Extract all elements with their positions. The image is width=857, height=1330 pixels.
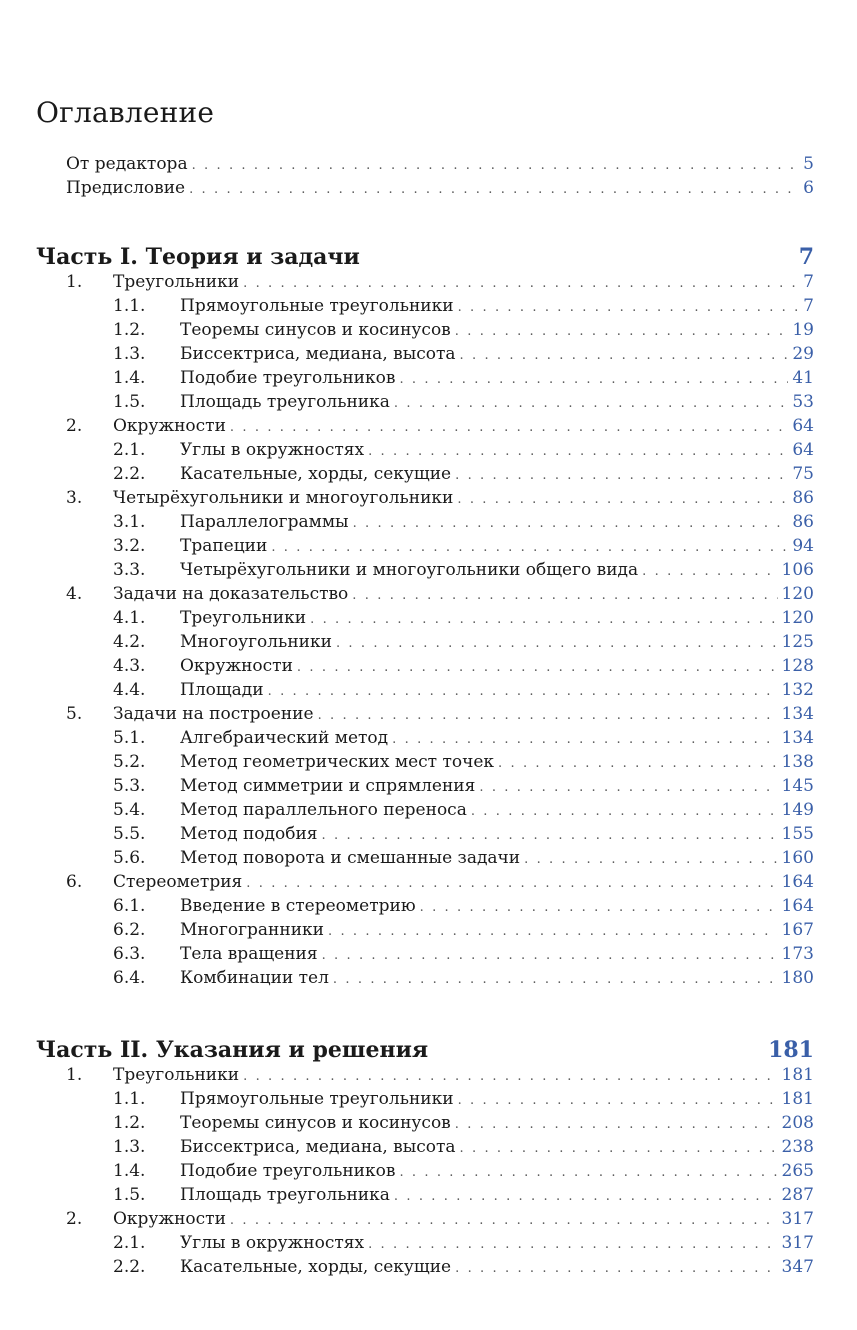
entry-leader xyxy=(180,630,814,656)
entry-title: Окружности xyxy=(113,414,230,438)
entry-title: Четырёхугольники и многоугольники xyxy=(113,486,457,510)
section-entry[interactable] xyxy=(0,534,857,558)
chapter-entry[interactable] xyxy=(0,486,857,510)
section-entry[interactable] xyxy=(0,1183,857,1207)
entry-leader xyxy=(113,414,814,440)
page-number-link[interactable]: 265 xyxy=(778,1159,814,1183)
entry-leader xyxy=(113,1207,814,1233)
entry-number: 4. xyxy=(66,584,83,604)
page-number-link[interactable]: 120 xyxy=(778,606,814,630)
entry-title: Углы в окружностях xyxy=(180,438,368,462)
entry-number: 6.2. xyxy=(113,920,146,940)
entry-leader xyxy=(180,294,814,320)
page-number-link[interactable]: 132 xyxy=(778,678,814,702)
entry-title: Углы в окружностях xyxy=(180,1231,368,1255)
entry-title: Трапеции xyxy=(180,534,271,558)
entry-leader xyxy=(180,1231,814,1257)
section-entry[interactable] xyxy=(0,1255,857,1279)
entry-number: 6.1. xyxy=(113,896,146,916)
page-number-link[interactable]: 160 xyxy=(778,846,814,870)
dot-leader xyxy=(230,1209,814,1233)
entry-number: 4.2. xyxy=(113,632,146,652)
entry-title: От редактора xyxy=(66,152,192,176)
page-number-link[interactable]: 347 xyxy=(778,1255,814,1279)
dot-leader xyxy=(336,632,814,656)
entry-leader xyxy=(180,558,814,584)
page-number-link[interactable]: 6 xyxy=(799,176,814,200)
page-number-link[interactable]: 5 xyxy=(799,152,814,176)
page-number-link[interactable]: 19 xyxy=(788,318,814,342)
entry-title: Стереометрия xyxy=(113,870,246,894)
section-entry[interactable] xyxy=(0,294,857,318)
entry-number: 5.2. xyxy=(113,752,146,772)
entry-title: Алгебраический метод xyxy=(180,726,392,750)
entry-title: Площади xyxy=(180,678,268,702)
dot-leader xyxy=(310,608,814,632)
section-entry[interactable] xyxy=(0,1087,857,1111)
entry-leader xyxy=(113,270,814,296)
entry-title: Тела вращения xyxy=(180,942,322,966)
page-number-link[interactable]: 86 xyxy=(788,510,814,534)
entry-number: 1.3. xyxy=(113,1137,146,1157)
page-number-link[interactable]: 181 xyxy=(778,1087,814,1111)
page-number-link[interactable]: 134 xyxy=(778,726,814,750)
page-number-link[interactable]: 7 xyxy=(799,294,814,318)
entry-title: Прямоугольные треугольники xyxy=(180,1087,458,1111)
dot-leader xyxy=(471,800,814,824)
entry-number: 1.4. xyxy=(113,1161,146,1181)
section-entry[interactable] xyxy=(0,318,857,342)
dot-leader xyxy=(455,320,814,344)
entry-title: Параллелограммы xyxy=(180,510,353,534)
entry-leader xyxy=(113,1063,814,1089)
toc-entry[interactable] xyxy=(0,176,857,200)
page-number-link[interactable]: 106 xyxy=(778,558,814,582)
page-number-link[interactable]: 317 xyxy=(778,1207,814,1231)
entry-number: 1.2. xyxy=(113,1113,146,1133)
dot-leader xyxy=(458,296,814,320)
dot-leader xyxy=(479,776,814,800)
entry-number: 1.2. xyxy=(113,320,146,340)
entry-number: 6.4. xyxy=(113,968,146,988)
entry-number: 3.3. xyxy=(113,560,146,580)
page-number-link[interactable]: 164 xyxy=(778,870,814,894)
dot-leader xyxy=(322,944,814,968)
entry-title: Треугольники xyxy=(113,1063,243,1087)
entry-title: Треугольники xyxy=(180,606,310,630)
page-number-link[interactable]: 29 xyxy=(788,342,814,366)
entry-title: Площадь треугольника xyxy=(180,1183,394,1207)
entry-leader xyxy=(180,942,814,968)
dot-leader xyxy=(399,368,814,392)
page-number-link[interactable]: 64 xyxy=(788,414,814,438)
entry-title: Подобие треугольников xyxy=(180,366,399,390)
chapter-entry[interactable] xyxy=(0,1207,857,1231)
entry-leader xyxy=(180,966,814,992)
entry-number: 4.3. xyxy=(113,656,146,676)
entry-leader xyxy=(66,176,814,202)
dot-leader xyxy=(394,392,814,416)
entry-leader xyxy=(180,606,814,632)
entry-leader xyxy=(180,1183,814,1209)
dot-leader xyxy=(246,872,814,896)
entry-number: 3.1. xyxy=(113,512,146,532)
entry-leader xyxy=(113,582,814,608)
chapter-entry[interactable] xyxy=(0,414,857,438)
entry-leader xyxy=(180,654,814,680)
entry-title: Окружности xyxy=(180,654,297,678)
section-entry[interactable] xyxy=(0,678,857,702)
dot-leader xyxy=(243,272,814,296)
section-entry[interactable] xyxy=(0,1159,857,1183)
section-entry[interactable] xyxy=(0,846,857,870)
entry-title: Треугольники xyxy=(113,270,243,294)
entry-number: 1.5. xyxy=(113,392,146,412)
page-number-link[interactable]: 149 xyxy=(778,798,814,822)
entry-title: Метод поворота и смешанные задачи xyxy=(180,846,524,870)
entry-leader xyxy=(180,342,814,368)
entry-leader xyxy=(180,822,814,848)
entry-leader xyxy=(180,750,814,776)
entry-leader xyxy=(180,438,814,464)
section-entry[interactable] xyxy=(0,894,857,918)
dot-leader xyxy=(318,704,814,728)
entry-leader xyxy=(180,1087,814,1113)
page-number-link[interactable]: 173 xyxy=(778,942,814,966)
page-number-link[interactable]: 7 xyxy=(799,270,814,294)
entry-title: Четырёхугольники и многоугольники общего вида xyxy=(180,558,642,582)
chapter-entry[interactable] xyxy=(0,270,857,294)
dot-leader xyxy=(297,656,814,680)
entry-number: 1.1. xyxy=(113,1089,146,1109)
section-entry[interactable] xyxy=(0,342,857,366)
section-entry[interactable] xyxy=(0,510,857,534)
section-entry[interactable] xyxy=(0,462,857,486)
dot-leader xyxy=(353,512,814,536)
section-entry[interactable] xyxy=(0,726,857,750)
entry-title: Биссектриса, медиана, высота xyxy=(180,1135,460,1159)
entry-number: 1.3. xyxy=(113,344,146,364)
section-entry[interactable] xyxy=(0,438,857,462)
entry-number: 5.3. xyxy=(113,776,146,796)
entry-leader xyxy=(180,1135,814,1161)
dot-leader xyxy=(455,464,814,488)
dot-leader xyxy=(352,584,814,608)
page-number-link[interactable]: 145 xyxy=(778,774,814,798)
entry-leader xyxy=(180,510,814,536)
page-title: Оглавление xyxy=(36,96,215,129)
entry-title: Прямоугольные треугольники xyxy=(180,294,458,318)
chapter-entry[interactable] xyxy=(0,582,857,606)
section-entry[interactable] xyxy=(0,1111,857,1135)
entry-leader xyxy=(180,774,814,800)
entry-number: 5.1. xyxy=(113,728,146,748)
page-number-link[interactable]: 180 xyxy=(778,966,814,990)
entry-leader xyxy=(180,1159,814,1185)
entry-number: 2. xyxy=(66,1209,83,1229)
entry-title: Введение в стереометрию xyxy=(180,894,420,918)
page-number-link[interactable]: 64 xyxy=(788,438,814,462)
entry-number: 3. xyxy=(66,488,83,508)
entry-number: 4.4. xyxy=(113,680,146,700)
entry-title: Касательные, хорды, секущие xyxy=(180,462,455,486)
entry-leader xyxy=(66,152,814,178)
entry-number: 5. xyxy=(66,704,83,724)
entry-title: Касательные, хорды, секущие xyxy=(180,1255,455,1279)
section-entry[interactable] xyxy=(0,774,857,798)
entry-leader xyxy=(180,798,814,824)
section-entry[interactable] xyxy=(0,390,857,414)
part-heading[interactable] xyxy=(36,242,814,272)
entry-leader xyxy=(180,918,814,944)
page-number-link[interactable]: 128 xyxy=(778,654,814,678)
dot-leader xyxy=(192,154,814,178)
section-entry[interactable] xyxy=(0,822,857,846)
chapter-entry[interactable] xyxy=(0,702,857,726)
entry-number: 1.1. xyxy=(113,296,146,316)
dot-leader xyxy=(333,968,814,992)
section-entry[interactable] xyxy=(0,606,857,630)
entry-leader xyxy=(180,894,814,920)
entry-title: Многоугольники xyxy=(180,630,336,654)
chapter-entry[interactable] xyxy=(0,870,857,894)
entry-leader xyxy=(113,870,814,896)
dot-leader xyxy=(455,1257,814,1281)
dot-leader xyxy=(322,824,814,848)
section-entry[interactable] xyxy=(0,942,857,966)
entry-leader xyxy=(180,1111,814,1137)
section-entry[interactable] xyxy=(0,366,857,390)
page-number-link[interactable]: 181 xyxy=(778,1063,814,1087)
dot-leader xyxy=(328,920,814,944)
entry-title: Предисловие xyxy=(66,176,189,200)
entry-number: 6.3. xyxy=(113,944,146,964)
entry-title: Теоремы синусов и косинусов xyxy=(180,1111,455,1135)
entry-title: Подобие треугольников xyxy=(180,1159,399,1183)
section-entry[interactable] xyxy=(0,918,857,942)
entry-leader xyxy=(180,846,814,872)
part-heading[interactable] xyxy=(36,1035,814,1065)
page-number-link[interactable]: 94 xyxy=(788,534,814,558)
dot-leader xyxy=(268,680,814,704)
entry-title: Биссектриса, медиана, высота xyxy=(180,342,460,366)
entry-title: Окружности xyxy=(113,1207,230,1231)
page-number-link[interactable]: 238 xyxy=(778,1135,814,1159)
dot-leader xyxy=(498,752,814,776)
dot-leader xyxy=(271,536,814,560)
entry-number: 2.1. xyxy=(113,440,146,460)
entry-number: 2. xyxy=(66,416,83,436)
entry-title: Многогранники xyxy=(180,918,328,942)
entry-number: 1.4. xyxy=(113,368,146,388)
chapter-entry[interactable] xyxy=(0,1063,857,1087)
dot-leader xyxy=(457,488,814,512)
page-number-link[interactable]: 208 xyxy=(778,1111,814,1135)
dot-leader xyxy=(392,728,814,752)
section-entry[interactable] xyxy=(0,750,857,774)
page-number-link[interactable]: 138 xyxy=(778,750,814,774)
entry-number: 1.5. xyxy=(113,1185,146,1205)
entry-number: 2.2. xyxy=(113,464,146,484)
entry-number: 2.2. xyxy=(113,1257,146,1277)
part-page-number[interactable]: 7 xyxy=(798,244,814,270)
dot-leader xyxy=(368,1233,814,1257)
page-number-link[interactable]: 75 xyxy=(788,462,814,486)
entry-number: 3.2. xyxy=(113,536,146,556)
entry-number: 5.6. xyxy=(113,848,146,868)
entry-number: 6. xyxy=(66,872,83,892)
entry-number: 5.5. xyxy=(113,824,146,844)
page-number-link[interactable]: 134 xyxy=(778,702,814,726)
entry-title: Теоремы синусов и косинусов xyxy=(180,318,455,342)
page-number-link[interactable]: 86 xyxy=(788,486,814,510)
entry-leader xyxy=(180,726,814,752)
entry-leader xyxy=(113,702,814,728)
entry-leader xyxy=(180,462,814,488)
part-title: Часть II. Указания и решения xyxy=(36,1037,429,1063)
section-entry[interactable] xyxy=(0,558,857,582)
dot-leader xyxy=(368,440,814,464)
part-title: Часть I. Теория и задачи xyxy=(36,244,360,270)
dot-leader xyxy=(189,178,814,202)
section-entry[interactable] xyxy=(0,1231,857,1255)
page-number-link[interactable]: 125 xyxy=(778,630,814,654)
entry-number: 4.1. xyxy=(113,608,146,628)
page-number-link[interactable]: 317 xyxy=(778,1231,814,1255)
entry-leader xyxy=(180,678,814,704)
dot-leader xyxy=(420,896,814,920)
entry-title: Метод подобия xyxy=(180,822,322,846)
page-number-link[interactable]: 53 xyxy=(788,390,814,414)
page-number-link[interactable]: 287 xyxy=(778,1183,814,1207)
entry-title: Метод симметрии и спрямления xyxy=(180,774,479,798)
entry-number: 1. xyxy=(66,1065,83,1085)
page-number-link[interactable]: 155 xyxy=(778,822,814,846)
dot-leader xyxy=(460,344,814,368)
section-entry[interactable] xyxy=(0,630,857,654)
section-entry[interactable] xyxy=(0,654,857,678)
page-number-link[interactable]: 164 xyxy=(778,894,814,918)
dot-leader xyxy=(394,1185,814,1209)
entry-title: Задачи на построение xyxy=(113,702,318,726)
page-number-link[interactable]: 41 xyxy=(788,366,814,390)
dot-leader xyxy=(524,848,814,872)
entry-leader xyxy=(180,366,814,392)
dot-leader xyxy=(455,1113,814,1137)
section-entry[interactable] xyxy=(0,798,857,822)
entry-number: 5.4. xyxy=(113,800,146,820)
toc-entry[interactable] xyxy=(0,152,857,176)
entry-title: Задачи на доказательство xyxy=(113,582,352,606)
dot-leader xyxy=(230,416,814,440)
dot-leader xyxy=(399,1161,814,1185)
page-number-link[interactable]: 167 xyxy=(778,918,814,942)
dot-leader xyxy=(458,1089,814,1113)
part-page-number[interactable]: 181 xyxy=(768,1037,814,1063)
entry-title: Площадь треугольника xyxy=(180,390,394,414)
entry-number: 1. xyxy=(66,272,83,292)
dot-leader xyxy=(460,1137,814,1161)
entry-leader xyxy=(180,390,814,416)
entry-number: 2.1. xyxy=(113,1233,146,1253)
page-number-link[interactable]: 120 xyxy=(778,582,814,606)
section-entry[interactable] xyxy=(0,1135,857,1159)
entry-leader xyxy=(180,1255,814,1281)
entry-leader xyxy=(180,318,814,344)
section-entry[interactable] xyxy=(0,966,857,990)
entry-leader xyxy=(180,534,814,560)
entry-title: Метод геометрических мест точек xyxy=(180,750,498,774)
dot-leader xyxy=(243,1065,814,1089)
entry-title: Метод параллельного переноса xyxy=(180,798,471,822)
entry-title: Комбинации тел xyxy=(180,966,333,990)
entry-leader xyxy=(113,486,814,512)
